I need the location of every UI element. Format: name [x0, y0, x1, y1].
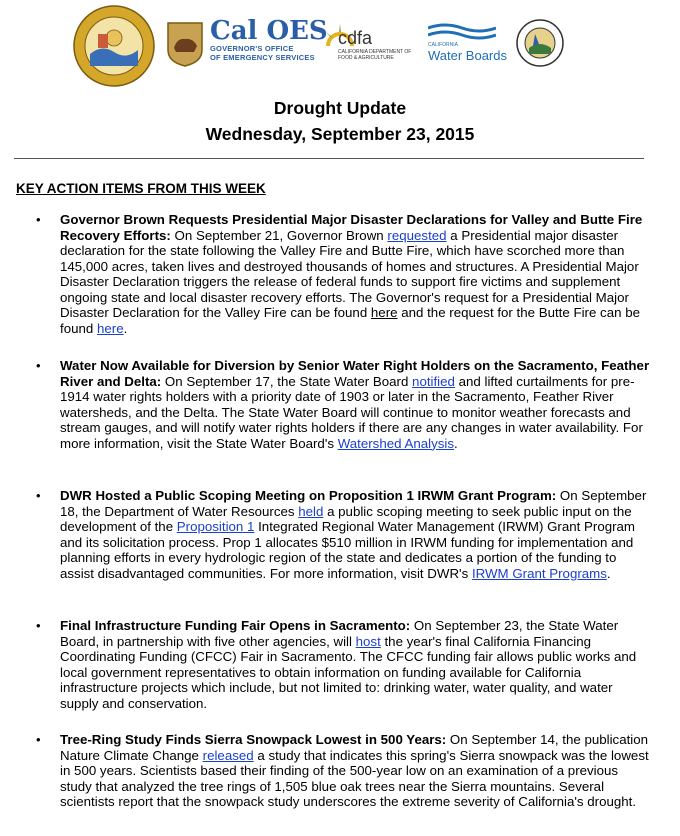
water-boards-logo [428, 42, 507, 63]
cdfa-subtitle-1: CALIFORNIA DEPARTMENT OF [338, 49, 412, 55]
header-divider [14, 158, 644, 159]
cdfa-subtitle-2: FOOD & AGRICULTURE [338, 55, 394, 61]
list-item [36, 212, 650, 336]
list-item [36, 618, 650, 711]
item-text: On September 23, the State Water Board, in partnership with five other agencies, will [60, 618, 619, 649]
document-title: Drought Update [273, 98, 407, 118]
item-text: On September 17, the State Water Board [161, 373, 413, 389]
notified-link[interactable]: notified [412, 373, 455, 389]
item-headline: Water Now Available for Diversion by Senior Water Right Holders on the Sacramento, Feather River and Delta: [60, 358, 650, 389]
valley-fire-here-link[interactable]: here [370, 305, 398, 320]
item-headline: Tree-Ring Study Finds Sierra Snowpack Lowest in 500 Years: [60, 732, 447, 747]
butte-fire-here-link[interactable]: here [96, 320, 124, 336]
cal-oes-logo [210, 18, 328, 62]
item-text: and lifted curtailments for pre-1914 water rights holders with a priority date of 1903 or later in the Sacramento, Feather River watersheds, and the Delta. The State Water Board will continue to monitor weather forecasts and stream gauges, and will notify water rights holders if there are any changes in water availability. For more information, visit the State Water Board's [60, 373, 643, 451]
item-text: . [123, 320, 128, 336]
item-text: . [606, 565, 611, 581]
list-item [36, 732, 650, 810]
irwm-grant-programs-link[interactable]: IRWM Grant Programs [471, 565, 607, 581]
host-link[interactable]: host [355, 633, 381, 649]
cal-oes-subtitle-2: OF EMERGENCY SERVICES [210, 53, 315, 62]
item-text: a Presidential major disaster declaration for the state following the Valley Fire and Butte Fire, which have scorched more than 145,000 acres, taken lives and destroyed thousands of homes and structures. A Presidential Major Disaster Declaration triggers the release of federal funds to support fire victims and supplement ongoing state and local disaster recovery efforts. The Governor's request for a Presidential Major Disaster Declaration for the Valley Fire can be found [60, 227, 639, 320]
section-heading: KEY ACTION ITEMS FROM THIS WEEK [16, 181, 266, 196]
cdfa-name: cdfa [338, 28, 373, 48]
item-headline: DWR Hosted a Public Scoping Meeting on Proposition 1 IRWM Grant Program: [60, 488, 557, 503]
item-text: . [453, 435, 458, 451]
logo-banner [0, 0, 680, 90]
list-item [36, 358, 650, 451]
item-headline: Governor Brown Requests Presidential Major Disaster Declarations for Valley and Butte Fire Recovery Efforts: [60, 212, 643, 243]
proposition-1-link[interactable]: Proposition 1 [176, 519, 255, 534]
cal-oes-name: Cal OES [210, 16, 328, 46]
cal-oes-bear-emblem [165, 20, 205, 68]
held-link[interactable]: held [298, 503, 324, 519]
item-text: a study that indicates this spring's Sierra snowpack was the lowest in 500 years. Scientists based their finding of the 500-year low on an examination of a previous study that analyzed the tree rings of 1,505 blue oak trees near the Sierra mountains. Several scientists report that the snowpack study underscores the extreme severity of California's drought. [60, 747, 649, 809]
water-boards-state: CALIFORNIA [428, 42, 459, 48]
item-text: and the request for the Butte Fire can be found [60, 305, 640, 336]
great-seal-of-california-logo [72, 4, 156, 88]
item-headline: Final Infrastructure Funding Fair Opens in Sacramento: [60, 618, 411, 633]
dwr-seal-logo [515, 18, 565, 68]
item-text: On September 14, the publication Nature Climate Change [60, 732, 649, 763]
list-item [36, 488, 650, 581]
bullet-icon: • [36, 732, 41, 747]
item-text: Integrated Regional Water Management (IRWM) Grant Program and its solicitation process. Prop 1 allocates $510 million in IRWM funding for implementation and planning efforts in every hydrologic region of the state and dedicates a portion of the funding to assist disadvantaged communities. For more information, visit DWR's [60, 519, 636, 581]
document-date: Wednesday, September 23, 2015 [205, 124, 475, 144]
item-text: On September 21, Governor Brown [170, 227, 388, 243]
item-text: the year's final California Financing Coordinating Funding (CFCC) Fair in Sacramento. The CFCC funding fair allows public works and local government representatives to obtain information on funding available for California infrastructure projects which include, but not limited to: drinking water, water quality, and water supply and conservation. [60, 633, 637, 711]
bullet-icon: • [36, 488, 41, 503]
bullet-icon: • [36, 212, 41, 227]
bullet-icon: • [36, 358, 41, 373]
water-boards-wave-icon [428, 22, 496, 42]
bullet-icon: • [36, 618, 41, 633]
cal-oes-subtitle-1: GOVERNOR'S OFFICE [210, 44, 294, 53]
requested-link[interactable]: requested [387, 227, 447, 243]
released-link[interactable]: released [202, 747, 254, 763]
watershed-analysis-link[interactable]: Watershed Analysis [337, 435, 454, 451]
item-text: On September 18, the Department of Water Resources [60, 488, 647, 519]
cdfa-logo [338, 28, 411, 61]
water-boards-name: Water Boards [428, 48, 507, 63]
item-text: a public scoping meeting to seek public input on the development of the [60, 503, 632, 534]
